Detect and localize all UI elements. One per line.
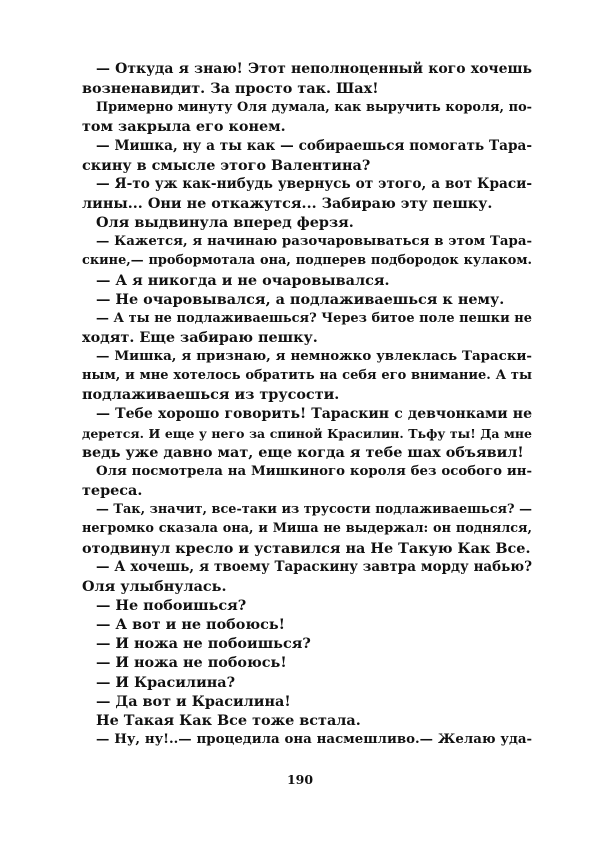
text-line: — А я никогда и не очаровывался.	[96, 271, 390, 289]
text-line: — Не очаровывался, а подлаживаешься к нему.	[96, 290, 505, 308]
text-line: Не Такая Как Все тоже встала.	[96, 711, 361, 729]
page-number: 190	[286, 772, 314, 787]
text-line: лины... Они не откажутся... Забираю эту пешку.	[82, 194, 493, 212]
text-line: негромко сказала она, и Миша не выдержал: он поднялся,	[82, 521, 532, 537]
text-line: том закрыла его конем.	[82, 118, 286, 136]
text-line: ным, и мне хотелось обратить на себя его внимание. А ты	[82, 368, 532, 384]
text-line: — А хочешь, я твоему Тараскину завтра морду набью?	[96, 558, 532, 575]
text-line: — Так, значит, все-таки из трусости подлаживаешься? —	[96, 502, 532, 518]
text-line: — Откуда я знаю! Этот неполноценный кого хочешь	[96, 61, 532, 77]
text-line: — Не побоишься?	[96, 596, 247, 614]
text-line: — Да вот и Красилина!	[96, 692, 291, 710]
text-line: — И ножа не побоюсь!	[96, 654, 287, 672]
text-line: Оля посмотрела на Мишкиного короля без особого ин-	[96, 462, 532, 479]
text-line: — А ты не подлаживаешься? Через битое поле пешки не	[96, 310, 532, 326]
text-line: — Тебе хорошо говорить! Тараскин с девчонками не	[96, 405, 532, 422]
text-line: скине,— пробормотала она, подперев подбородок кулаком.	[82, 253, 532, 269]
text-line: — Мишка, я признаю, я немножко увлеклась Тараски-	[96, 348, 532, 365]
text-line: — Ну, ну!..— процедила она насмешливо.— Желаю уда-	[96, 730, 532, 747]
text-line: возненавидит. За просто так. Шах!	[82, 80, 379, 98]
text-line: — Я-то уж как-нибудь увернусь от этого, а вот Краси-	[96, 175, 532, 192]
text-line: — И ножа не побоишься?	[96, 635, 311, 653]
text-line: Оля улыбнулась.	[82, 577, 227, 595]
text-line: ведь уже давно мат, еще когда я тебе шах объявил!	[82, 443, 524, 461]
text-line: скину в смысле этого Валентина?	[82, 156, 371, 174]
text-line: дерется. И еще у него за спиной Красилин. Тьфу ты! Да мне	[82, 425, 532, 441]
text-line: — Мишка, ну а ты как — собираешься помогать Тара-	[96, 137, 532, 154]
text-line: — И Красилина?	[96, 673, 236, 691]
text-line: тереса.	[82, 482, 143, 500]
text-line: Примерно минуту Оля думала, как выручить короля, по-	[96, 100, 532, 116]
text-line: ходят. Еще забираю пешку.	[82, 328, 318, 346]
body-text	[82, 60, 532, 749]
text-line: подлаживаешься из трусости.	[82, 386, 340, 404]
text-line: — Кажется, я начинаю разочаровываться в этом Тара-	[96, 233, 532, 250]
text-line: — А вот и не побоюсь!	[96, 616, 285, 634]
text-line: Оля выдвинула вперед ферзя.	[96, 214, 354, 232]
text-line: отодвинул кресло и уставился на Не Такую Как Все.	[82, 539, 531, 557]
